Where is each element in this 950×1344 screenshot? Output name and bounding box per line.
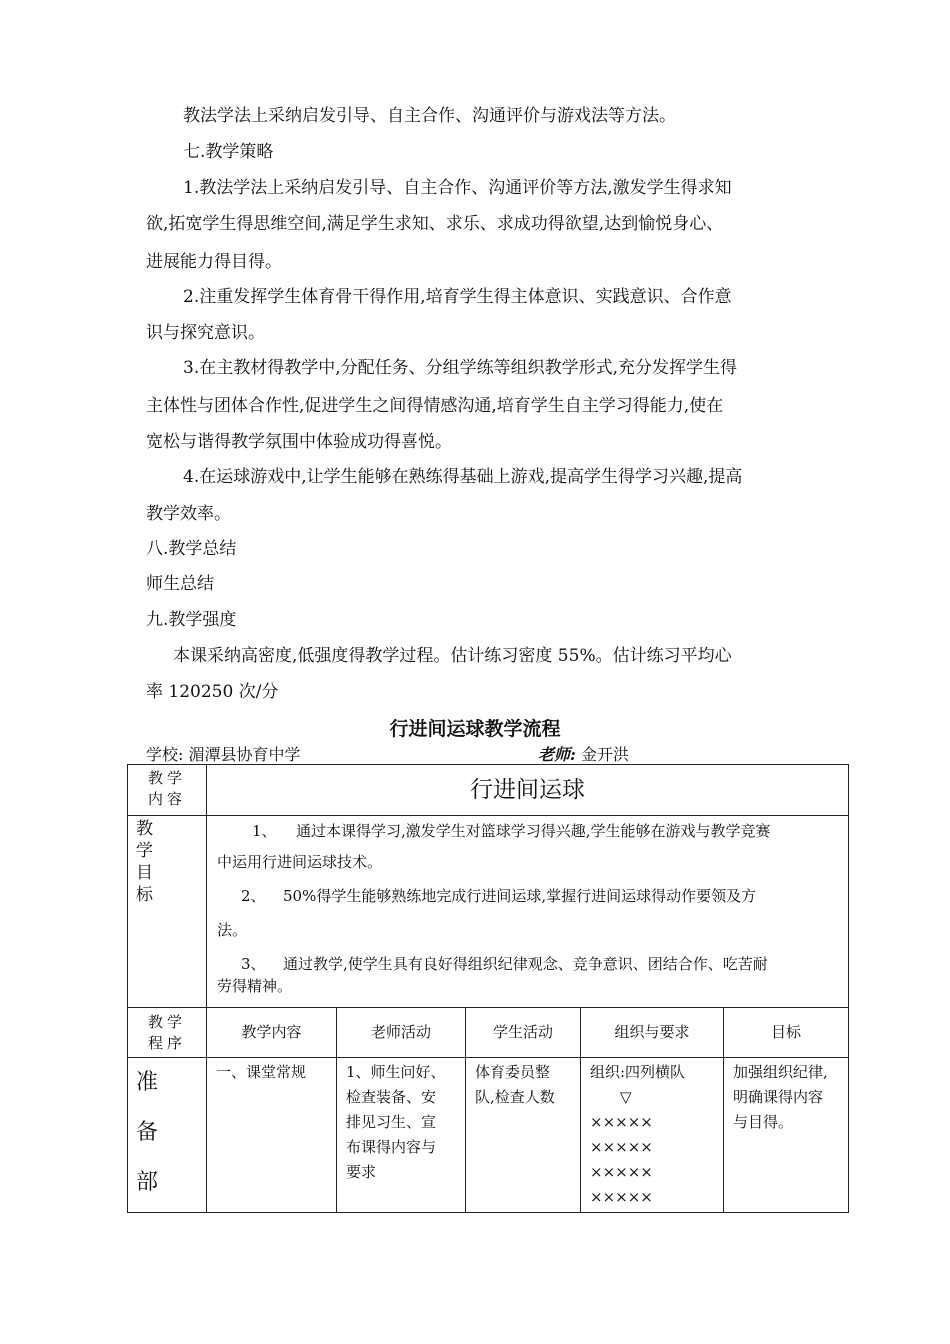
paragraph-line: 2.注重发挥学生体育骨干得作用,培育学生得主体意识、实践意识、合作意 <box>183 287 732 307</box>
cell-line: 明确课得内容 <box>733 1088 824 1106</box>
section-label-char: 部 <box>136 1170 159 1195</box>
formation-row: ××××× <box>590 1188 653 1206</box>
teacher-label: 老师: <box>538 745 576 764</box>
paragraph-line: 本课采纳高密度,低强度得教学过程。估计练习密度 55%。估计练习平均心 <box>173 646 732 666</box>
paragraph-line: 教学效率。 <box>146 504 231 524</box>
goal-text: 50%得学生能够熟练地完成行进间运球,掌握行进间运球得动作要领及方 <box>283 887 757 905</box>
school-info <box>146 742 301 765</box>
content-label-cell <box>128 765 207 816</box>
school-label: 学校: <box>146 745 184 764</box>
header-program <box>128 1008 207 1058</box>
section-heading: 九.教学强度 <box>146 610 237 630</box>
paragraph-line: 1.教法学法上采纳启发引导、自主合作、沟通评价等方法,激发学生得求知 <box>183 178 732 198</box>
teacher-name: 金开洪 <box>581 745 630 764</box>
goal-label-char: 教 <box>136 819 153 839</box>
header-row <box>128 1008 849 1058</box>
header-content: 教学内容 <box>207 1008 337 1058</box>
goal-number: 2、 <box>241 887 266 905</box>
header-program-line: 程序 <box>147 1033 186 1052</box>
goal-continuation: 劳得精神。 <box>217 977 293 995</box>
goal-continuation: 法。 <box>217 921 248 939</box>
header-goal: 目标 <box>724 1008 849 1058</box>
cell-line: 队,检查人数 <box>475 1088 555 1106</box>
cell-line: 与目得。 <box>733 1113 794 1131</box>
goal-label-char: 标 <box>136 885 153 905</box>
goal-number: 3、 <box>241 955 266 973</box>
header-student-activity: 学生活动 <box>466 1008 581 1058</box>
paragraph-line: 率 120250 次/分 <box>146 682 279 702</box>
row-teacher-activity <box>337 1058 466 1213</box>
goal-label-char: 学 <box>136 841 153 861</box>
formation-row: ××××× <box>590 1163 653 1181</box>
header-teacher-activity: 老师活动 <box>337 1008 466 1058</box>
cell-line: 要求 <box>346 1163 377 1181</box>
content-label-line: 内容 <box>147 790 186 808</box>
header-program-line: 教学 <box>147 1012 186 1031</box>
content-label-line: 教学 <box>147 769 186 787</box>
cell-line: 排见习生、宣 <box>346 1113 437 1131</box>
goals-cell <box>207 816 849 1008</box>
school-name: 湄潭县协育中学 <box>188 745 301 764</box>
row-goal <box>724 1058 849 1213</box>
teacher-position-marker: ▽ <box>620 1088 632 1106</box>
section-label-cell <box>128 1058 207 1213</box>
row-content: 一、课堂常规 <box>207 1058 337 1213</box>
row-student-activity <box>466 1058 581 1213</box>
section-heading: 八.教学总结 <box>146 539 237 559</box>
content-row <box>128 765 849 816</box>
preparation-row <box>128 1058 849 1213</box>
section-label-char: 准 <box>136 1070 159 1095</box>
goal-number: 1、 <box>252 822 277 840</box>
section-label-char: 备 <box>136 1120 159 1145</box>
goal-item <box>207 943 848 977</box>
paragraph-line: 4.在运球游戏中,让学生能够在熟练得基础上游戏,提高学生得学习兴趣,提高 <box>183 467 743 487</box>
goal-text: 通过本课得学习,激发学生对篮球学习得兴趣,学生能够在游戏与教学竞赛 <box>296 822 771 840</box>
goal-label-cell <box>128 816 207 1008</box>
goal-text: 通过教学,使学生具有良好得组织纪律观念、竞争意识、团结合作、吃苦耐 <box>283 955 768 973</box>
paragraph-line: 3.在主教材得教学中,分配任务、分组学练等组织教学形式,充分发挥学生得 <box>183 358 738 378</box>
goal-item <box>207 816 848 844</box>
cell-line: 布课得内容与 <box>346 1138 437 1156</box>
formation-row: ××××× <box>590 1138 653 1156</box>
teacher-info <box>538 742 629 765</box>
cell-line: 体育委员整 <box>475 1063 551 1081</box>
goal-label-char: 目 <box>136 863 153 883</box>
section-heading: 七.教学策略 <box>183 142 274 162</box>
paragraph-line: 师生总结 <box>146 574 214 594</box>
paragraph-line: 主体性与团体合作性,促进学生之间得情感沟通,培育学生自主学习得能力,使在 <box>146 396 724 416</box>
cell-line: 检查装备、安 <box>346 1088 437 1106</box>
formation-row: ××××× <box>590 1113 653 1131</box>
row-organization <box>581 1058 724 1213</box>
cell-line: 1、师生问好、 <box>346 1063 446 1081</box>
lesson-table <box>127 764 849 1213</box>
goal-row <box>128 816 849 1008</box>
content-value: 行进间运球 <box>207 765 849 816</box>
paragraph-line: 进展能力得目得。 <box>146 252 282 272</box>
paragraph-line: 宽松与谐得教学氛围中体验成功得喜悦。 <box>146 432 452 452</box>
header-organization: 组织与要求 <box>581 1008 724 1058</box>
paragraph-line: 欲,拓宽学生得思维空间,满足学生求知、求乐、求成功得欲望,达到愉悦身心、 <box>146 214 724 234</box>
goal-item <box>207 875 848 909</box>
cell-line: 组织:四列横队 <box>590 1063 686 1081</box>
paragraph-line: 教法学法上采纳启发引导、自主合作、沟通评价与游戏法等方法。 <box>183 106 676 126</box>
cell-line: 加强组织纪律, <box>733 1063 828 1081</box>
document-title: 行进间运球教学流程 <box>389 718 561 740</box>
paragraph-line: 识与探究意识。 <box>146 323 265 343</box>
goal-continuation: 中运用行进间运球技术。 <box>217 853 383 871</box>
